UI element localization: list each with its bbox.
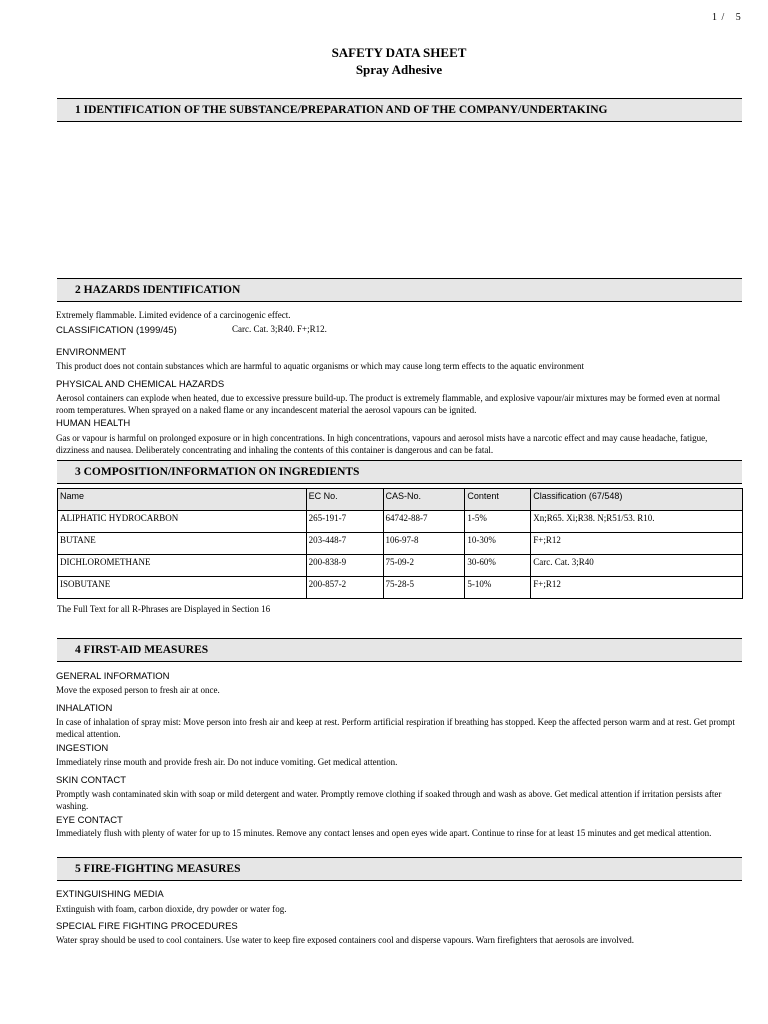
human-health-label: HUMAN HEALTH bbox=[56, 418, 131, 429]
cell-classification: Xn;R65. Xi;R38. N;R51/53. R10. bbox=[531, 511, 743, 533]
cell-ec: 203-448-7 bbox=[306, 533, 383, 555]
table-row bbox=[58, 511, 743, 533]
human-health-text: Gas or vapour is harmful on prolonged exposure or in high concentrations. In high concentrations, vapours and aerosol mists have a narcotic effect and may cause headache, fatigue, dizziness and nausea. Deliberately concentrating and inhaling the contents of this container is dangerous and can be fatal. bbox=[56, 433, 708, 455]
cell-name: ISOBUTANE bbox=[58, 577, 307, 599]
cell-name: DICHLOROMETHANE bbox=[58, 555, 307, 577]
cell-classification: F+;R12 bbox=[531, 577, 743, 599]
section-1-title: 1 IDENTIFICATION OF THE SUBSTANCE/PREPARATION AND OF THE COMPANY/UNDERTAKING bbox=[75, 104, 608, 116]
general-info-label: GENERAL INFORMATION bbox=[56, 671, 170, 682]
section-5-title: 5 FIRE-FIGHTING MEASURES bbox=[75, 863, 241, 875]
table-row bbox=[58, 533, 743, 555]
inhalation-label: INHALATION bbox=[56, 703, 113, 714]
cell-cas: 75-09-2 bbox=[383, 555, 465, 577]
table-row bbox=[58, 577, 743, 599]
general-info-text: Move the exposed person to fresh air at once. bbox=[56, 685, 220, 695]
cell-ec: 200-857-2 bbox=[306, 577, 383, 599]
cell-cas: 75-28-5 bbox=[383, 577, 465, 599]
page-separator: / bbox=[721, 12, 726, 23]
document-title-block bbox=[0, 45, 768, 79]
cell-content: 30-60% bbox=[465, 555, 531, 577]
column-header-ec: EC No. bbox=[306, 489, 383, 511]
section-3-title: 3 COMPOSITION/INFORMATION ON INGREDIENTS bbox=[75, 466, 360, 478]
column-header-name: Name bbox=[58, 489, 307, 511]
cell-content: 10-30% bbox=[465, 533, 531, 555]
document-title: SAFETY DATA SHEET bbox=[331, 45, 467, 60]
special-procedures-text: Water spray should be used to cool containers. Use water to keep fire exposed containers cool and disperse vapours. Warn firefighters that aerosols are involved. bbox=[56, 935, 634, 945]
section-5-header bbox=[57, 857, 742, 881]
classification-label: CLASSIFICATION (1999/45) bbox=[56, 325, 177, 336]
physical-hazards-text: Aerosol containers can explode when heated, due to excessive pressure build-up. The product is extremely flammable, and explosive vapour/air mixtures may be formed even at normal room temperatures. When sprayed on a naked flame or any incandescent material the aerosol vapours can be ignited. bbox=[56, 393, 721, 415]
page-total: 5 bbox=[735, 12, 742, 23]
section-2-header bbox=[57, 278, 742, 302]
table-row bbox=[58, 555, 743, 577]
cell-content: 1-5% bbox=[465, 511, 531, 533]
section-4-header bbox=[57, 638, 742, 662]
cell-name: ALIPHATIC HYDROCARBON bbox=[58, 511, 307, 533]
document-subtitle: Spray Adhesive bbox=[355, 62, 443, 77]
extinguishing-media-text: Extinguish with foam, carbon dioxide, dry powder or water fog. bbox=[56, 904, 287, 914]
environment-text: This product does not contain substances which are harmful to aquatic organisms or which may cause long term effects to the aquatic environment bbox=[56, 361, 585, 371]
environment-label: ENVIRONMENT bbox=[56, 347, 127, 358]
section-2-title: 2 HAZARDS IDENTIFICATION bbox=[75, 284, 241, 296]
section-1-header bbox=[57, 98, 742, 122]
cell-name: BUTANE bbox=[58, 533, 307, 555]
ingestion-text: Immediately rinse mouth and provide fresh air. Do not induce vomiting. Get medical attention. bbox=[56, 757, 398, 767]
cell-ec: 200-838-9 bbox=[306, 555, 383, 577]
extinguishing-media-label: EXTINGUISHING MEDIA bbox=[56, 889, 164, 900]
special-procedures-label: SPECIAL FIRE FIGHTING PROCEDURES bbox=[56, 921, 238, 932]
cell-cas: 64742-88-7 bbox=[383, 511, 465, 533]
skin-contact-text: Promptly wash contaminated skin with soap or mild detergent and water. Promptly remove clothing if soaked through and wash as above. Get medical attention if irritation persists after washing. bbox=[56, 789, 722, 811]
page-number bbox=[712, 12, 742, 23]
section-3-header bbox=[57, 460, 742, 484]
eye-contact-text: Immediately flush with plenty of water for up to 15 minutes. Remove any contact lenses and open eyes wide apart. Continue to rinse for at least 15 minutes and get medical attention. bbox=[56, 828, 712, 838]
column-header-classification: Classification (67/548) bbox=[531, 489, 743, 511]
cell-cas: 106-97-8 bbox=[383, 533, 465, 555]
table-header-row bbox=[58, 489, 743, 511]
physical-hazards-label: PHYSICAL AND CHEMICAL HAZARDS bbox=[56, 379, 225, 390]
cell-content: 5-10% bbox=[465, 577, 531, 599]
eye-contact-label: EYE CONTACT bbox=[56, 815, 123, 826]
cell-classification: F+;R12 bbox=[531, 533, 743, 555]
r-phrases-footnote: The Full Text for all R-Phrases are Displayed in Section 16 bbox=[57, 604, 271, 614]
classification-value: Carc. Cat. 3;R40. F+;R12. bbox=[232, 324, 327, 334]
column-header-content: Content bbox=[465, 489, 531, 511]
section-4-title: 4 FIRST-AID MEASURES bbox=[75, 644, 209, 656]
ingredients-table bbox=[57, 488, 743, 599]
ingestion-label: INGESTION bbox=[56, 743, 109, 754]
cell-ec: 265-191-7 bbox=[306, 511, 383, 533]
skin-contact-label: SKIN CONTACT bbox=[56, 775, 127, 786]
column-header-cas: CAS-No. bbox=[383, 489, 465, 511]
hazards-intro: Extremely flammable. Limited evidence of a carcinogenic effect. bbox=[56, 310, 291, 320]
cell-classification: Carc. Cat. 3;R40 bbox=[531, 555, 743, 577]
inhalation-text: In case of inhalation of spray mist: Move person into fresh air and keep at rest. Perform artificial respiration if breathing has stopped. Keep the affected person warm and at rest. Get prompt medical attention. bbox=[56, 717, 735, 739]
page-current: 1 bbox=[712, 12, 718, 23]
